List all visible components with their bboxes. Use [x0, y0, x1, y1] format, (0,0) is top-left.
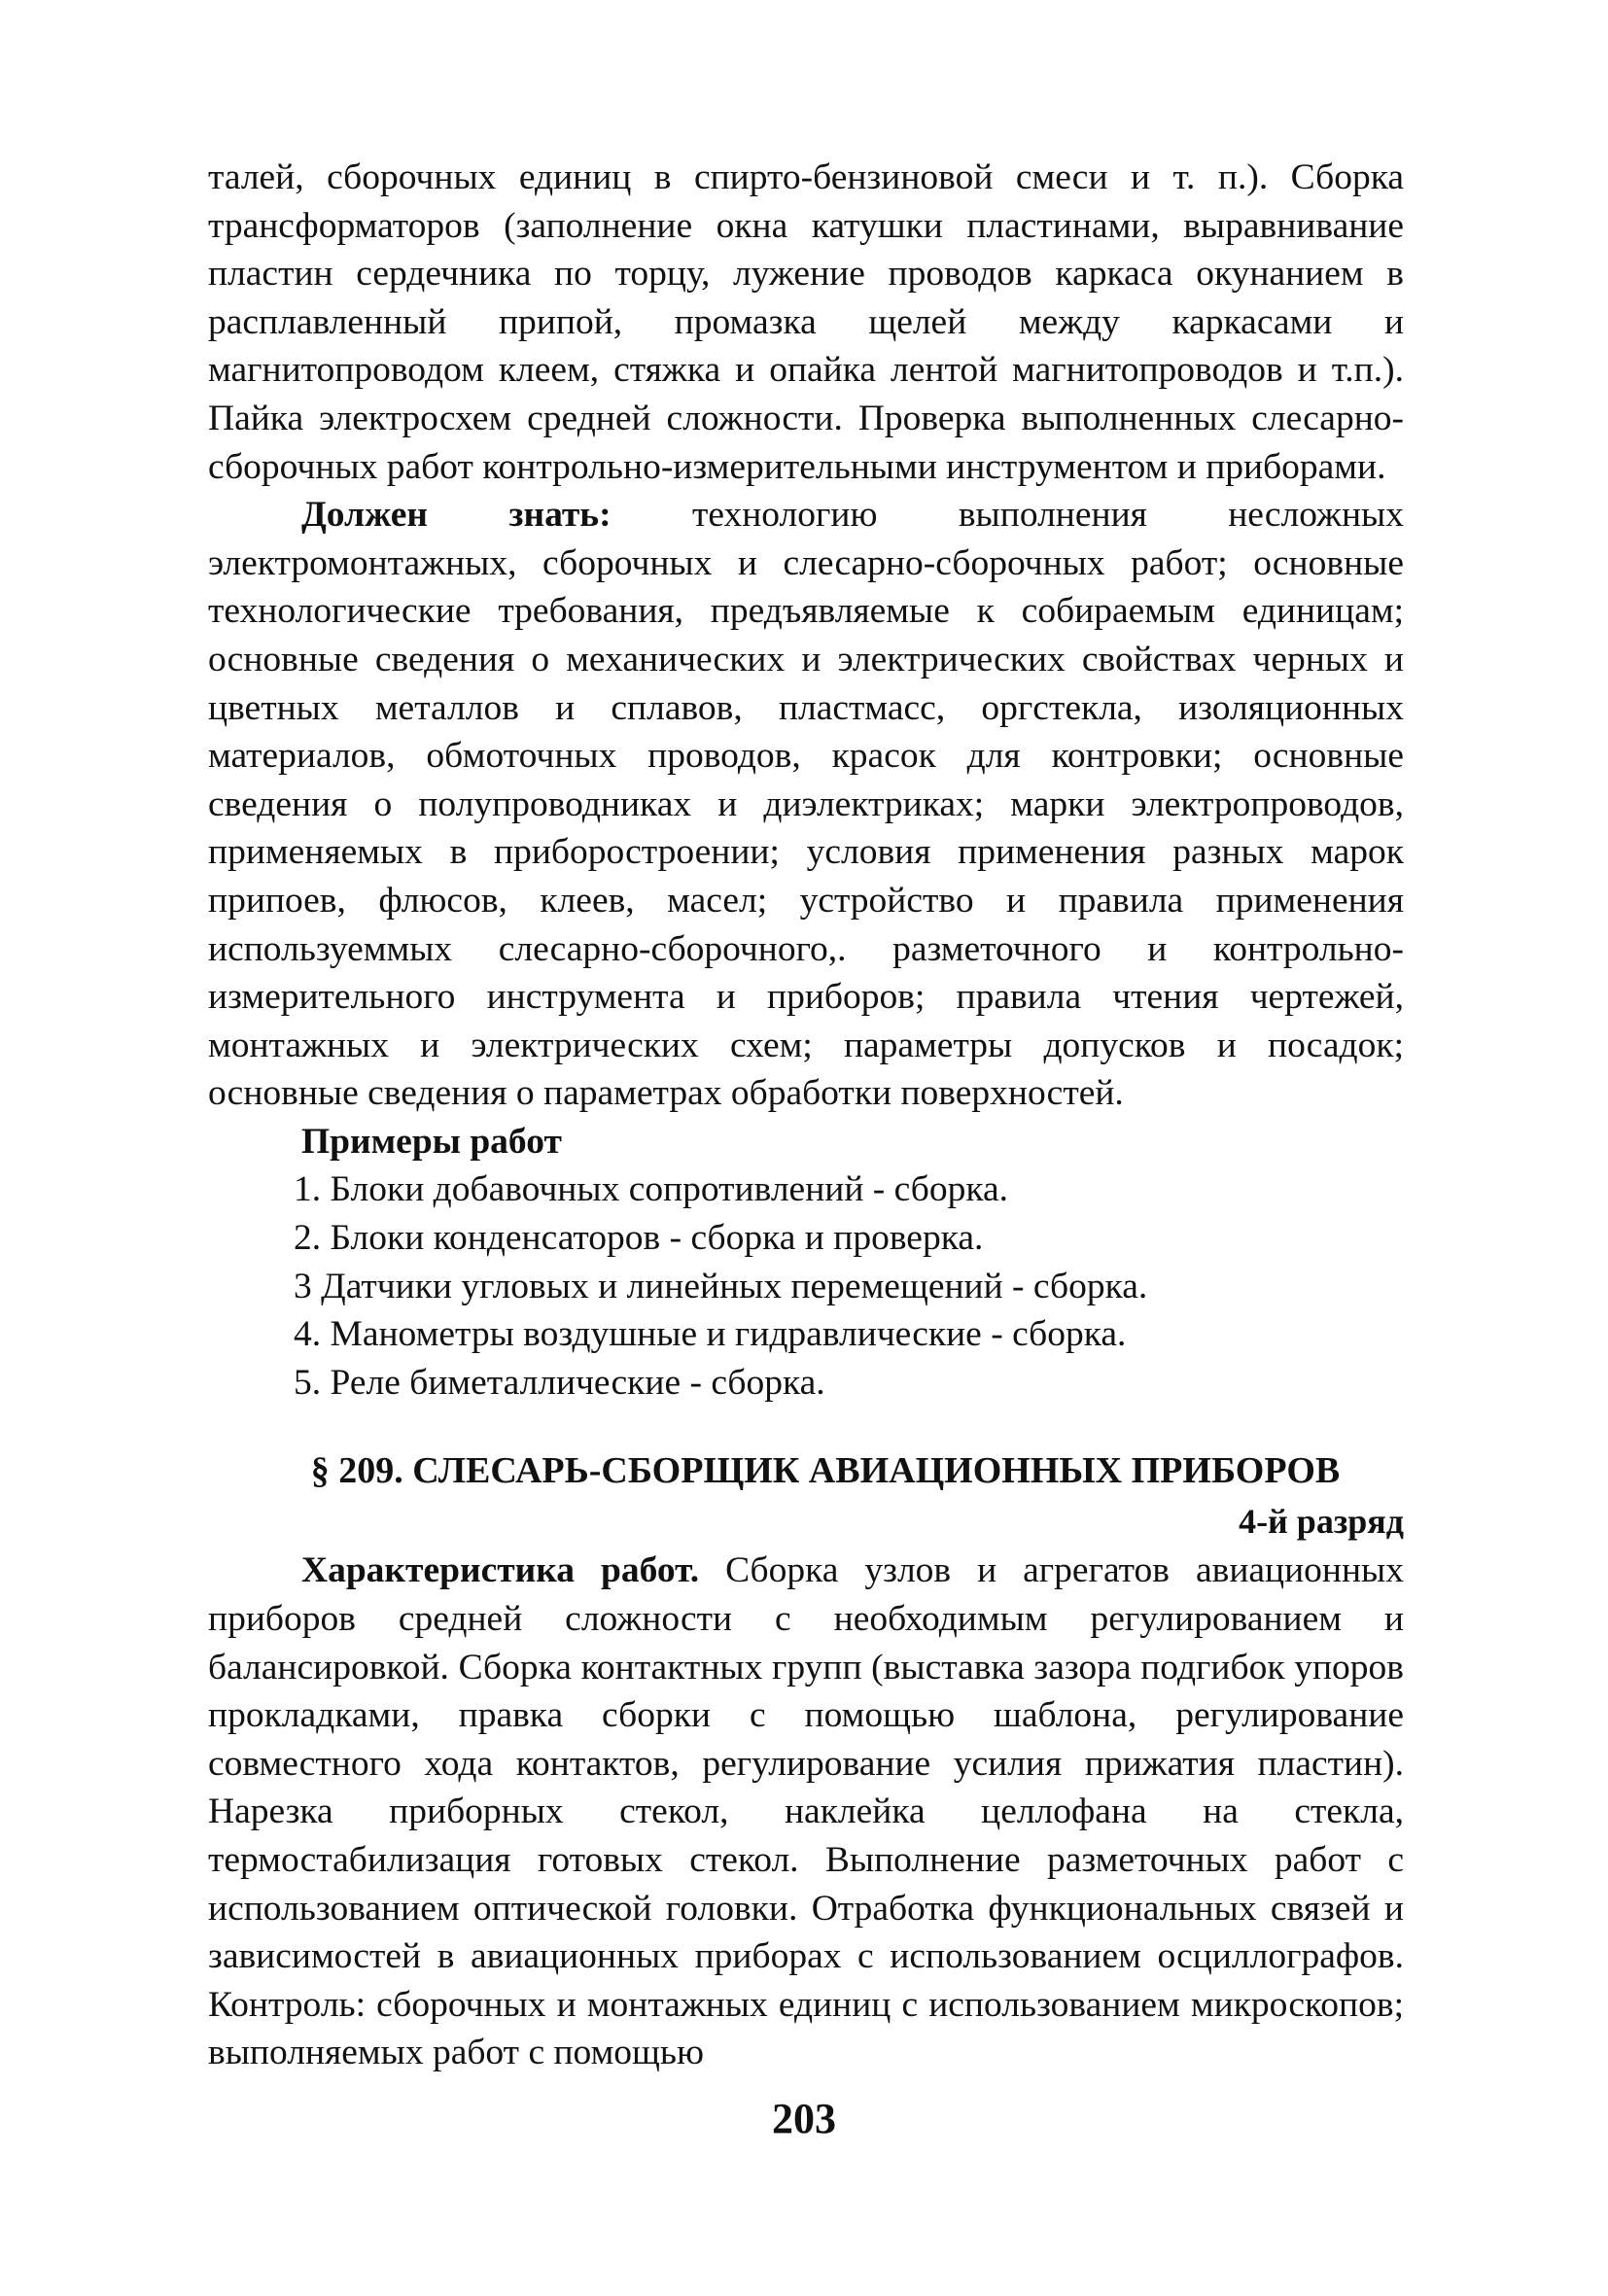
characteristics-paragraph — [208, 1547, 1404, 2077]
list-item: 3 Датчики угловых и линейных перемещений - сборка. — [294, 1266, 1148, 1306]
must-know-paragraph — [208, 491, 1404, 1118]
must-know-label: Должен знать: — [301, 495, 612, 536]
section-title: § 209. СЛЕСАРЬ-СБОРЩИК АВИАЦИОННЫХ ПРИБОРОВ — [310, 1450, 1341, 1492]
must-know-text: технологию выполнения несложных электромонтажных, сборочных и слесарно-сборочных работ; основные технологические требования, предъявляемые к собираемым единицам; основные сведения о механических и электрических свойствах черных и цветных металлов и сплавов, пластмасс, оргстекла, изоляционных материалов, обмоточных проводов, красок для контровки; основные сведения о полупроводниках и диэлектриках; марки электропроводов, применяемых в приборостроении; условия применения разных марок припоев, флюсов, клеев, масел; устройство и правила применения используеммых слесарно-сборочного,. разметочного и контрольно- измерительного инструмента и приборов; правила чтения чертежей, монтажных и электрических схем; параметры допусков и посадок; основные сведения о параметрах обработки поверхностей. — [208, 495, 1404, 1114]
examples-heading: Примеры работ — [301, 1121, 562, 1162]
characteristics-text: Сборка узлов и агрегатов авиационных приборов средней сложности с необходимым регулированием и балансировкой. Сборка контактных групп (выставка зазора подгибок упоров прокладками, правка сборки с помощью шаблона, регулирование совместного хода контактов, регулирование усилия прижатия пластин). Нарезка приборных стекол, наклейка целлофана на стекла, термостабилизация готовых стекол. Выполнение разметочных работ с использованием оптической головки. Отработка функциональных связей и зависимостей в авиационных приборах с использованием осциллографов. Контроль: сборочных и монтажных единиц с использованием микроскопов; выполняемых работ с помощью — [208, 1550, 1404, 2073]
grade-label: 4-й разряд — [1239, 1502, 1404, 1542]
list-item: 2. Блоки конденсаторов - сборка и проверка. — [294, 1218, 984, 1259]
characteristics-label: Характеристика работ. — [301, 1550, 700, 1591]
list-item: 5. Реле биметаллические - сборка. — [294, 1362, 825, 1403]
examples-list — [208, 1165, 1404, 1407]
list-item: 4. Манометры воздушные и гидравлические - сборка. — [294, 1314, 1127, 1355]
continuation-paragraph: талей, сборочных единиц в спирто-бензиновой смеси и т. п.). Сборка трансформаторов (заполнение окна катушки пластинами, выравнивание пластин сердечника по торцу, лужение проводов каркаса окунанием в расплавленный припой, промазка щелей между каркасами и магнитопроводом клеем, стяжка и опайка лентой магнитопроводов и т.п.). Пайка электросхем средней сложности. Проверка выполненных слесарно-сборочных работ контрольно-измерительными инструментом и приборами. — [208, 157, 1404, 487]
list-item: 1. Блоки добавочных сопротивлений - сборка. — [294, 1169, 1008, 1210]
page-body — [208, 154, 1404, 2077]
page-number: 203 — [772, 2095, 836, 2142]
